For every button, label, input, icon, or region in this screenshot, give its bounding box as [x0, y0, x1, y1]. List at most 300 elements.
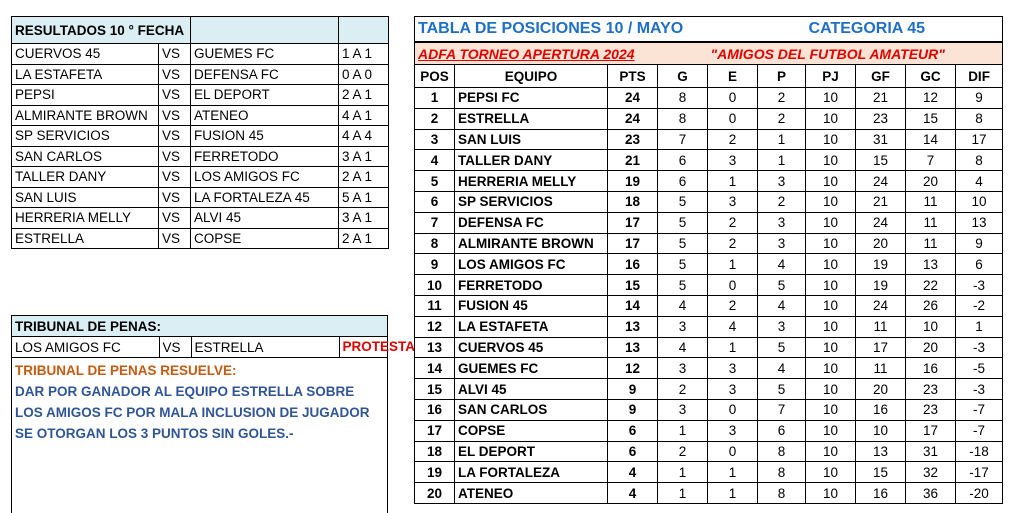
col-header-g: G — [658, 65, 708, 88]
match-vs: VS — [159, 126, 191, 147]
team-gc: 23 — [906, 399, 956, 420]
team-gc: 7 — [906, 150, 956, 171]
match-row — [12, 44, 389, 65]
team-gc: 23 — [906, 379, 956, 400]
team-name: GUEMES FC — [455, 358, 608, 379]
match-vs: VS — [159, 105, 191, 126]
standings-title: TABLA DE POSICIONES 10 / MAYO — [415, 17, 806, 43]
team-pos: 13 — [415, 337, 455, 358]
protesta-label: PROTESTA — [342, 339, 416, 354]
team-g: 6 — [658, 171, 708, 192]
standings-row — [415, 150, 1003, 171]
team-pts: 6 — [608, 420, 658, 441]
team-name: PEPSI FC — [455, 88, 608, 109]
team-e: 3 — [708, 379, 758, 400]
team-g: 8 — [658, 108, 708, 129]
team-gf: 21 — [856, 88, 906, 109]
standings-row — [415, 254, 1003, 275]
team-pos: 6 — [415, 191, 455, 212]
team-dif: 8 — [956, 108, 1003, 129]
team-dif: -18 — [956, 441, 1003, 462]
team-e: 1 — [708, 254, 758, 275]
team-pts: 19 — [608, 171, 658, 192]
team-e: 0 — [708, 441, 758, 462]
team-e: 0 — [708, 108, 758, 129]
team-g: 2 — [658, 379, 708, 400]
standings-row — [415, 399, 1003, 420]
match-home-team: PEPSI — [12, 85, 159, 106]
team-pts: 14 — [608, 295, 658, 316]
team-e: 0 — [708, 275, 758, 296]
match-score: 4 A 1 — [339, 105, 389, 126]
team-e: 0 — [708, 399, 758, 420]
tribunal-resolution — [12, 358, 387, 444]
team-e: 3 — [708, 420, 758, 441]
team-gf: 16 — [856, 399, 906, 420]
team-g: 5 — [658, 275, 708, 296]
team-dif: 9 — [956, 88, 1003, 109]
team-pos: 7 — [415, 212, 455, 233]
team-pj: 10 — [806, 233, 856, 254]
team-pos: 20 — [415, 483, 455, 504]
standings-row — [415, 171, 1003, 192]
match-row — [12, 146, 389, 167]
team-p: 8 — [758, 462, 806, 483]
team-g: 5 — [658, 233, 708, 254]
team-dif: 9 — [956, 233, 1003, 254]
team-e: 1 — [708, 462, 758, 483]
team-gc: 20 — [906, 337, 956, 358]
team-pj: 10 — [806, 88, 856, 109]
team-dif: 4 — [956, 171, 1003, 192]
team-pts: 24 — [608, 108, 658, 129]
team-pj: 10 — [806, 420, 856, 441]
standings-row — [415, 88, 1003, 109]
match-score: 3 A 1 — [339, 146, 389, 167]
team-name: ALVI 45 — [455, 379, 608, 400]
tribunal-header-row — [12, 316, 387, 337]
match-home-team: ESTRELLA — [12, 228, 159, 249]
match-home-team: SAN CARLOS — [12, 146, 159, 167]
standings-category: CATEGORIA 45 — [806, 17, 1003, 43]
team-pj: 10 — [806, 212, 856, 233]
match-away-team: LA FORTALEZA 45 — [191, 187, 339, 208]
team-g: 5 — [658, 212, 708, 233]
team-gf: 20 — [856, 233, 906, 254]
team-gf: 24 — [856, 171, 906, 192]
team-pts: 17 — [608, 233, 658, 254]
team-gc: 11 — [906, 191, 956, 212]
team-p: 5 — [758, 379, 806, 400]
team-g: 8 — [658, 88, 708, 109]
team-e: 1 — [708, 171, 758, 192]
match-away-team: ATENEO — [191, 105, 339, 126]
tribunal-case-home: LOS AMIGOS FC — [12, 337, 159, 358]
team-name: LA FORTALEZA — [455, 462, 608, 483]
team-name: ATENEO — [455, 483, 608, 504]
team-p: 8 — [758, 441, 806, 462]
match-row — [12, 167, 389, 188]
match-away-team: EL DEPORT — [191, 85, 339, 106]
results-table — [11, 16, 389, 249]
team-p: 2 — [758, 88, 806, 109]
team-pts: 9 — [608, 399, 658, 420]
standings-row — [415, 295, 1003, 316]
team-dif: -7 — [956, 420, 1003, 441]
team-pj: 10 — [806, 150, 856, 171]
team-pos: 17 — [415, 420, 455, 441]
standings-row — [415, 129, 1003, 150]
team-gc: 20 — [906, 171, 956, 192]
standings-row — [415, 462, 1003, 483]
standings-row — [415, 108, 1003, 129]
team-pj: 10 — [806, 462, 856, 483]
team-pos: 5 — [415, 171, 455, 192]
match-score: 1 A 1 — [339, 44, 389, 65]
team-pts: 23 — [608, 129, 658, 150]
team-pj: 10 — [806, 483, 856, 504]
tribunal-resolution-line: LOS AMIGOS FC POR MALA INCLUSION DE JUGADOR — [15, 405, 370, 420]
team-gf: 24 — [856, 212, 906, 233]
team-e: 2 — [708, 233, 758, 254]
team-dif: 8 — [956, 150, 1003, 171]
team-g: 4 — [658, 295, 708, 316]
team-g: 5 — [658, 254, 708, 275]
team-name: SP SERVICIOS — [455, 191, 608, 212]
results-header-blank — [191, 17, 339, 44]
results-header-blank — [339, 17, 389, 44]
team-pj: 10 — [806, 295, 856, 316]
team-e: 2 — [708, 212, 758, 233]
team-pj: 10 — [806, 191, 856, 212]
team-gf: 17 — [856, 337, 906, 358]
match-score: 3 A 1 — [339, 208, 389, 229]
match-row — [12, 228, 389, 249]
team-pos: 2 — [415, 108, 455, 129]
team-dif: -3 — [956, 275, 1003, 296]
team-gc: 16 — [906, 358, 956, 379]
team-gf: 11 — [856, 358, 906, 379]
team-gc: 31 — [906, 441, 956, 462]
team-gc: 15 — [906, 108, 956, 129]
team-g: 3 — [658, 358, 708, 379]
team-name: EL DEPORT — [455, 441, 608, 462]
team-p: 7 — [758, 399, 806, 420]
team-pos: 4 — [415, 150, 455, 171]
team-p: 1 — [758, 129, 806, 150]
team-pj: 10 — [806, 399, 856, 420]
team-pts: 24 — [608, 88, 658, 109]
team-name: ALMIRANTE BROWN — [455, 233, 608, 254]
team-p: 5 — [758, 337, 806, 358]
team-pj: 10 — [806, 275, 856, 296]
team-pts: 18 — [608, 191, 658, 212]
team-pos: 19 — [415, 462, 455, 483]
tribunal-case-row — [12, 337, 387, 358]
team-gf: 20 — [856, 379, 906, 400]
tournament-name: ADFA TORNEO APERTURA 2024 — [415, 42, 708, 65]
team-pts: 4 — [608, 483, 658, 504]
team-pos: 1 — [415, 88, 455, 109]
standings-row — [415, 483, 1003, 504]
team-pts: 6 — [608, 441, 658, 462]
standings-column-headers — [415, 65, 1003, 88]
match-score: 2 A 1 — [339, 85, 389, 106]
team-p: 3 — [758, 233, 806, 254]
team-pj: 10 — [806, 129, 856, 150]
team-pos: 18 — [415, 441, 455, 462]
team-gc: 14 — [906, 129, 956, 150]
team-pts: 12 — [608, 358, 658, 379]
match-vs: VS — [159, 167, 191, 188]
match-score: 0 A 0 — [339, 64, 389, 85]
team-gf: 31 — [856, 129, 906, 150]
team-gc: 17 — [906, 420, 956, 441]
match-away-team: FUSION 45 — [191, 126, 339, 147]
standings-title-row — [415, 17, 1003, 43]
match-score: 4 A 4 — [339, 126, 389, 147]
team-p: 3 — [758, 212, 806, 233]
match-vs: VS — [159, 146, 191, 167]
col-header-e: E — [708, 65, 758, 88]
standings-row — [415, 379, 1003, 400]
team-gf: 24 — [856, 295, 906, 316]
match-away-team: COPSE — [191, 228, 339, 249]
team-gc: 26 — [906, 295, 956, 316]
team-e: 3 — [708, 150, 758, 171]
team-pj: 10 — [806, 108, 856, 129]
team-p: 3 — [758, 171, 806, 192]
results-title: RESULTADOS 10 ° FECHA — [12, 17, 191, 44]
col-header-pj: PJ — [806, 65, 856, 88]
team-name: ESTRELLA — [455, 108, 608, 129]
team-pj: 10 — [806, 254, 856, 275]
match-vs: VS — [159, 228, 191, 249]
team-pts: 15 — [608, 275, 658, 296]
team-gf: 15 — [856, 150, 906, 171]
team-gc: 32 — [906, 462, 956, 483]
team-gf: 13 — [856, 441, 906, 462]
tribunal-panel — [11, 315, 416, 513]
team-gf: 15 — [856, 462, 906, 483]
match-vs: VS — [159, 44, 191, 65]
team-pts: 13 — [608, 316, 658, 337]
match-away-team: LOS AMIGOS FC — [191, 167, 339, 188]
team-p: 4 — [758, 254, 806, 275]
standings-table — [414, 16, 1003, 504]
match-score: 2 A 1 — [339, 167, 389, 188]
team-dif: -2 — [956, 295, 1003, 316]
team-name: FUSION 45 — [455, 295, 608, 316]
col-header-gf: GF — [856, 65, 906, 88]
team-pos: 16 — [415, 399, 455, 420]
team-pj: 10 — [806, 337, 856, 358]
team-e: 1 — [708, 483, 758, 504]
match-vs: VS — [159, 187, 191, 208]
team-dif: 1 — [956, 316, 1003, 337]
team-pos: 10 — [415, 275, 455, 296]
standings-row — [415, 212, 1003, 233]
team-pj: 10 — [806, 358, 856, 379]
team-e: 2 — [708, 295, 758, 316]
results-header-row — [12, 17, 389, 44]
col-header-gc: GC — [906, 65, 956, 88]
team-g: 1 — [658, 483, 708, 504]
team-gf: 19 — [856, 254, 906, 275]
col-header-pts: PTS — [608, 65, 658, 88]
standings-row — [415, 358, 1003, 379]
team-dif: -5 — [956, 358, 1003, 379]
team-pos: 12 — [415, 316, 455, 337]
team-p: 3 — [758, 316, 806, 337]
match-row — [12, 85, 389, 106]
team-g: 6 — [658, 150, 708, 171]
match-home-team: LA ESTAFETA — [12, 64, 159, 85]
match-away-team: ALVI 45 — [191, 208, 339, 229]
team-g: 7 — [658, 129, 708, 150]
team-dif: -3 — [956, 379, 1003, 400]
team-e: 1 — [708, 337, 758, 358]
standings-row — [415, 420, 1003, 441]
standings-row — [415, 275, 1003, 296]
team-gf: 10 — [856, 420, 906, 441]
team-gc: 11 — [906, 233, 956, 254]
team-name: SAN LUIS — [455, 129, 608, 150]
team-gc: 10 — [906, 316, 956, 337]
team-p: 5 — [758, 275, 806, 296]
team-pts: 17 — [608, 212, 658, 233]
team-dif: 13 — [956, 212, 1003, 233]
col-header-pos: POS — [415, 65, 455, 88]
tribunal-resolution-title: TRIBUNAL DE PENAS RESUELVE: — [15, 363, 237, 378]
team-pj: 10 — [806, 171, 856, 192]
league-name: "AMIGOS DEL FUTBOL AMATEUR" — [708, 42, 1003, 65]
team-gc: 22 — [906, 275, 956, 296]
match-home-team: TALLER DANY — [12, 167, 159, 188]
team-dif: -20 — [956, 483, 1003, 504]
team-gc: 11 — [906, 212, 956, 233]
team-e: 2 — [708, 129, 758, 150]
match-away-team: DEFENSA FC — [191, 64, 339, 85]
team-g: 4 — [658, 337, 708, 358]
team-p: 1 — [758, 150, 806, 171]
team-pts: 13 — [608, 337, 658, 358]
team-pj: 10 — [806, 316, 856, 337]
team-dif: 10 — [956, 191, 1003, 212]
team-e: 0 — [708, 88, 758, 109]
team-g: 1 — [658, 420, 708, 441]
col-header-equipo: EQUIPO — [455, 65, 608, 88]
team-name: LA ESTAFETA — [455, 316, 608, 337]
col-header-dif: DIF — [956, 65, 1003, 88]
tribunal-case-away: ESTRELLA — [191, 337, 339, 358]
match-row — [12, 126, 389, 147]
team-g: 2 — [658, 441, 708, 462]
team-gf: 23 — [856, 108, 906, 129]
standings-row — [415, 441, 1003, 462]
tribunal-title: TRIBUNAL DE PENAS: — [12, 316, 387, 337]
team-dif: -7 — [956, 399, 1003, 420]
match-away-team: GUEMES FC — [191, 44, 339, 65]
team-pts: 9 — [608, 379, 658, 400]
team-p: 6 — [758, 420, 806, 441]
match-home-team: SAN LUIS — [12, 187, 159, 208]
team-gf: 16 — [856, 483, 906, 504]
match-score: 2 A 1 — [339, 228, 389, 249]
team-dif: 17 — [956, 129, 1003, 150]
match-score: 5 A 1 — [339, 187, 389, 208]
team-name: COPSE — [455, 420, 608, 441]
team-dif: -3 — [956, 337, 1003, 358]
team-gf: 21 — [856, 191, 906, 212]
standings-row — [415, 337, 1003, 358]
match-home-team: CUERVOS 45 — [12, 44, 159, 65]
team-pos: 8 — [415, 233, 455, 254]
team-pts: 21 — [608, 150, 658, 171]
match-row — [12, 187, 389, 208]
match-home-team: ALMIRANTE BROWN — [12, 105, 159, 126]
match-row — [12, 208, 389, 229]
team-gc: 12 — [906, 88, 956, 109]
team-g: 1 — [658, 462, 708, 483]
team-pos: 9 — [415, 254, 455, 275]
standings-row — [415, 316, 1003, 337]
team-name: CUERVOS 45 — [455, 337, 608, 358]
team-pts: 4 — [608, 462, 658, 483]
team-pos: 11 — [415, 295, 455, 316]
team-name: HERRERIA MELLY — [455, 171, 608, 192]
col-header-p: P — [758, 65, 806, 88]
standings-row — [415, 233, 1003, 254]
tribunal-case-vs: VS — [159, 337, 191, 358]
match-home-team: HERRERIA MELLY — [12, 208, 159, 229]
team-p: 8 — [758, 483, 806, 504]
team-g: 3 — [658, 316, 708, 337]
match-away-team: FERRETODO — [191, 146, 339, 167]
team-dif: -17 — [956, 462, 1003, 483]
tribunal-resolution-line: DAR POR GANADOR AL EQUIPO ESTRELLA SOBRE — [15, 384, 355, 399]
match-vs: VS — [159, 64, 191, 85]
team-e: 4 — [708, 316, 758, 337]
team-pj: 10 — [806, 441, 856, 462]
team-gf: 11 — [856, 316, 906, 337]
team-name: TALLER DANY — [455, 150, 608, 171]
team-pj: 10 — [806, 379, 856, 400]
tribunal-table — [12, 316, 416, 358]
match-vs: VS — [159, 85, 191, 106]
team-p: 4 — [758, 295, 806, 316]
standings-subtitle-row — [415, 42, 1003, 65]
team-gc: 36 — [906, 483, 956, 504]
protesta-badge — [339, 337, 416, 358]
team-e: 3 — [708, 191, 758, 212]
team-name: DEFENSA FC — [455, 212, 608, 233]
team-p: 4 — [758, 358, 806, 379]
team-gc: 13 — [906, 254, 956, 275]
team-pos: 3 — [415, 129, 455, 150]
match-home-team: SP SERVICIOS — [12, 126, 159, 147]
team-g: 5 — [658, 191, 708, 212]
team-g: 3 — [658, 399, 708, 420]
team-name: SAN CARLOS — [455, 399, 608, 420]
match-vs: VS — [159, 208, 191, 229]
tribunal-resolution-line: SE OTORGAN LOS 3 PUNTOS SIN GOLES.- — [15, 426, 294, 441]
team-pos: 15 — [415, 379, 455, 400]
team-p: 2 — [758, 191, 806, 212]
match-row — [12, 64, 389, 85]
team-pts: 16 — [608, 254, 658, 275]
standings-row — [415, 191, 1003, 212]
